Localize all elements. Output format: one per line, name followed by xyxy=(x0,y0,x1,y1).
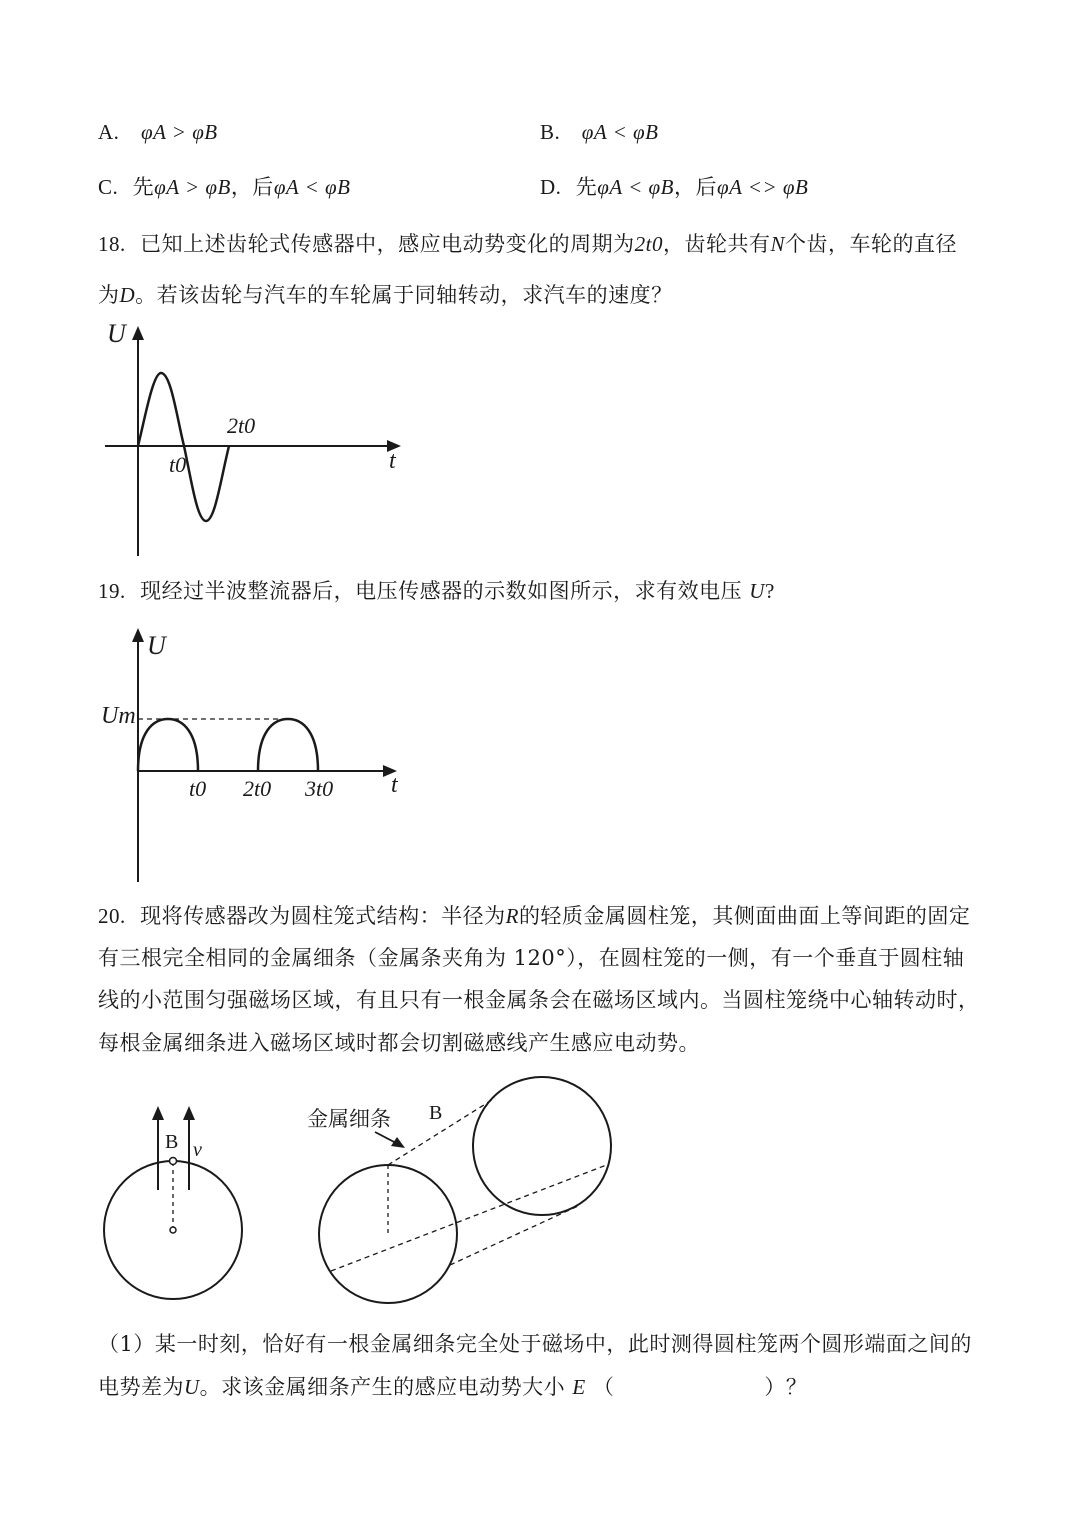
option-b-text: φA < φB xyxy=(581,120,659,144)
fig19-2t0-label: 2t0 xyxy=(243,776,272,801)
option-d-first: φA < φB xyxy=(597,175,674,199)
option-a-text: φA > φB xyxy=(140,120,218,144)
q20-text-a: 现将传感器改为圆柱笼式结构：半径为 xyxy=(140,904,506,928)
q20-1-text-b: 。求该金属细条产生的感应电动势大小 xyxy=(199,1375,566,1399)
q20-r: R xyxy=(505,904,519,928)
q20-1-text-a: 电势差为 xyxy=(98,1375,184,1399)
q18-text-c: 个齿，车轮的直径 xyxy=(784,232,957,256)
cylinder-lower-edge xyxy=(450,1206,578,1265)
fig20-strip-label: 金属细条 xyxy=(307,1107,391,1131)
q20-line3: 线的小范围匀强磁场区域，有且只有一根金属条会在磁场区域内。当圆柱笼绕中心轴转动时， xyxy=(98,988,980,1012)
option-c-second: φA < φB xyxy=(273,175,351,199)
strip-pointer-head-icon xyxy=(391,1137,405,1148)
q20-line4: 每根金属细条进入磁场区域时都会切割磁感线产生感应电动势。 xyxy=(98,1031,700,1055)
q20-line2: 有三根完全相同的金属细条（金属条夹角为 120°），在圆柱笼的一侧，有一个垂直于圆柱轴 xyxy=(98,946,965,970)
option-b xyxy=(540,118,658,146)
fig19-um-label: Um xyxy=(101,703,136,729)
q20-1-u: U xyxy=(184,1375,200,1399)
fig20-v-label: v xyxy=(193,1139,202,1161)
fig19-t0-label: t0 xyxy=(189,776,207,801)
q20-line1 xyxy=(98,902,970,930)
q19-line xyxy=(98,577,775,605)
option-d-prefix: 先 xyxy=(575,175,598,199)
option-d-second: φA <> φB xyxy=(716,175,809,199)
cylinder-bottom-edge xyxy=(331,1164,609,1271)
center-point xyxy=(170,1227,176,1233)
q19-text: 现经过半波整流器后，电压传感器的示数如图所示，求有效电压 xyxy=(140,579,743,603)
fig19-t-label: t xyxy=(391,772,398,798)
fig20-b-right-label: B xyxy=(429,1102,443,1124)
option-c xyxy=(98,173,351,201)
option-c-sep: ，后 xyxy=(230,175,274,199)
q18-period: 2t0 xyxy=(634,232,663,256)
q20-text-b: 的轻质金属圆柱笼，其侧面曲面上等间距的固定 xyxy=(518,904,971,928)
fig18-t0-label: t0 xyxy=(169,452,187,477)
y-axis-arrow-icon xyxy=(132,326,144,340)
y-axis-arrow-icon xyxy=(132,628,144,642)
option-c-letter: C. xyxy=(98,175,119,199)
q20-1-e: E xyxy=(572,1375,586,1399)
fig18-t-label: t xyxy=(389,448,396,474)
option-a xyxy=(98,118,218,146)
fig18-2t0-label: 2t0 xyxy=(227,413,256,438)
q19-end: ? xyxy=(764,579,775,603)
q20-1-open: （ xyxy=(592,1375,615,1399)
option-c-prefix: 先 xyxy=(132,175,155,199)
q18-number: 18. xyxy=(98,232,126,256)
strip-point xyxy=(170,1158,177,1165)
cylinder-front-face xyxy=(319,1165,457,1303)
q18-n: N xyxy=(770,232,785,256)
fig20-b-left-label: B xyxy=(165,1131,179,1153)
option-b-letter: B. xyxy=(540,120,561,144)
q20-number: 20. xyxy=(98,904,126,928)
q20-1-line1: （1）某一时刻，恰好有一根金属细条完全处于磁场中，此时测得圆柱笼两个圆形端面之间的 xyxy=(98,1332,972,1356)
q18-d: D xyxy=(119,283,136,307)
q20-1-close: ）？ xyxy=(764,1375,808,1399)
q18-line2 xyxy=(98,281,673,309)
field-arrow-left-head-icon xyxy=(152,1106,164,1120)
cylinder-back-face xyxy=(473,1077,611,1215)
fig19-3t0-label: 3t0 xyxy=(305,776,334,801)
q18-text-b: ，齿轮共有 xyxy=(662,232,771,256)
q19-u: U xyxy=(749,579,765,603)
figure-18-graph xyxy=(95,318,415,566)
half-wave-1 xyxy=(138,719,198,771)
option-d xyxy=(540,173,808,201)
option-a-letter: A. xyxy=(98,120,120,144)
q18-text-e: 。若该齿轮与汽车的车轮属于同轴转动，求汽车的速度？ xyxy=(135,283,673,307)
half-wave-2 xyxy=(258,719,318,771)
figure-20-diagram xyxy=(95,1070,625,1310)
option-c-first: φA > φB xyxy=(154,175,231,199)
q18-text-a: 已知上述齿轮式传感器中，感应电动势变化的周期为 xyxy=(140,232,635,256)
field-arrow-right-head-icon xyxy=(183,1106,195,1120)
fig18-u-label: U xyxy=(107,319,126,348)
option-d-sep: ，后 xyxy=(673,175,717,199)
q19-number: 19. xyxy=(98,579,126,603)
q20-1-line2 xyxy=(98,1373,807,1401)
figure-19-graph xyxy=(95,620,415,888)
option-d-letter: D. xyxy=(540,175,562,199)
fig19-u-label: U xyxy=(147,631,166,660)
q18-text-d: 为 xyxy=(98,283,120,307)
q18-line1 xyxy=(98,230,957,258)
